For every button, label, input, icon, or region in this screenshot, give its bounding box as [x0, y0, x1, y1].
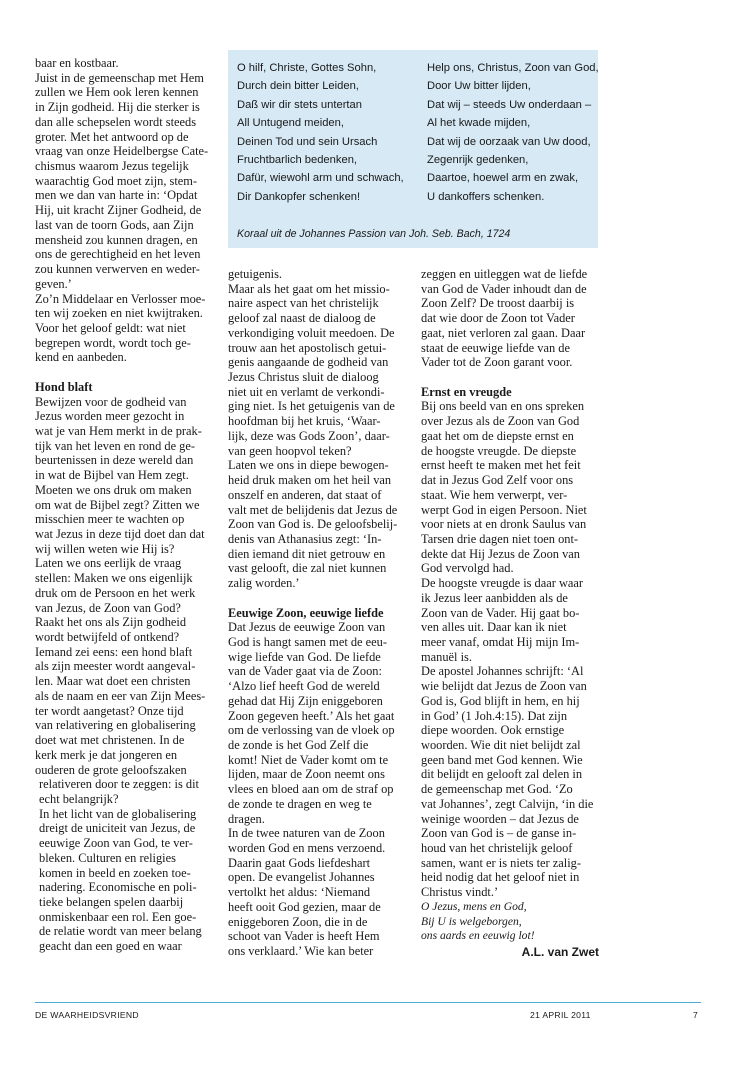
text-line: om de verlossing van de vloek op: [228, 723, 395, 738]
verse-line: Door Uw bitter lijden,: [427, 80, 531, 93]
verse-line: Dat wij – steeds Uw onderdaan –: [427, 98, 592, 111]
text-line: druk om de Persoon en het werk: [35, 585, 196, 600]
text-line: wat Jezus in deze tijd doet dan dat: [35, 527, 205, 541]
text-line: zeggen en uitleggen wat de liefde: [421, 267, 588, 281]
text-line: getuigenis.: [228, 267, 283, 281]
text-line: Iemand zei eens: een hond blaft: [35, 644, 193, 659]
text-line: vat Johannes’, zegt Calvijn, ‘in die: [421, 796, 594, 811]
page-number: 7: [693, 1010, 699, 1020]
text-line: de relatie wordt van meer belang: [39, 924, 202, 939]
text-line: In het licht van de globalisering: [39, 806, 197, 821]
text-line: van God de Vader inhoudt dan de: [421, 281, 587, 296]
text-line: ik Jezus leer aanbidden als de: [421, 590, 568, 605]
text-line: gehad dat Hij Zijn eniggeboren: [228, 693, 383, 708]
text-line: de zonde te dragen en weg te: [228, 796, 372, 811]
text-line: staat de eeuwige liefde van de: [421, 340, 570, 355]
text-line: baar en kostbaar.: [35, 56, 119, 70]
text-line: geacht dan een goed en waar: [39, 939, 182, 954]
text-line: De hoogste vreugde is daar waar: [421, 576, 584, 591]
text-line: wordt betwijfeld of ontkend?: [35, 630, 180, 645]
text-line: kerk merk je dat jongeren en: [35, 747, 178, 762]
footer-magazine-name: DE WAARHEIDSVRIEND: [35, 1010, 139, 1020]
text-line: Zoon van de Vader. Hij gaat bo-: [421, 605, 580, 620]
text-line: In de twee naturen van de Zoon: [228, 826, 385, 841]
article-column-left: [35, 56, 250, 954]
verse-line: Dat wij de oorzaak van Uw dood,: [427, 135, 591, 148]
text-line: tieke belangen spelen daarbij: [39, 894, 184, 909]
text-line: Christus vindt.’: [421, 885, 499, 900]
text-line: van relativering en globalisering: [35, 718, 196, 733]
verse-line: Fruchtbarlich bedenken,: [237, 153, 358, 166]
text-line: onmiskenbaar een rol. Een goe-: [39, 909, 197, 924]
verse-quote-line: O Jezus, mens en God,: [421, 899, 527, 913]
text-line: [35, 365, 250, 380]
text-line: Laten we ons eerlijk de vraag: [35, 556, 182, 571]
text-line: Zoon van God is. De geloofsbelij-: [228, 517, 398, 532]
text-line: als zijn meester wordt aangeval-: [35, 659, 196, 674]
text-line: De apostel Johannes schrijft: ‘Al: [421, 664, 584, 679]
text-line: schoot van Vader is heeft Hem: [228, 929, 380, 944]
verse-line: U dankoffers schenken.: [427, 190, 545, 203]
text-line: werpt God in eigen Persoon. Niet: [421, 502, 587, 517]
text-line: eeuwige Zoon van God, te ver-: [39, 836, 193, 851]
text-line: vraag van onze Heidelbergse Cate-: [35, 144, 209, 159]
text-line: [228, 591, 416, 606]
text-line: vlees en bloed aan om de straf op: [228, 782, 394, 797]
text-line: woorden. Wie dit niet belijdt zal: [421, 738, 581, 752]
text-line: Moeten we ons druk om maken: [35, 482, 192, 497]
text-line: onszelf en anderen, dat staat of: [228, 487, 382, 502]
text-line: staat. Wie hem verwerpt, ver-: [421, 487, 568, 502]
text-line: komen in beeld en zoeken toe-: [39, 865, 191, 880]
text-line: komt! Niet de Vader komt om te: [228, 752, 389, 767]
text-line: dit belijdt en gelooft zal delen in: [421, 767, 583, 782]
text-line: ons verklaard.’ Wie kan beter: [228, 944, 374, 959]
text-line: waarachtig God moet zijn, stem-: [35, 173, 198, 188]
text-line: echt belangrijk?: [39, 791, 119, 806]
text-line: manuël is.: [421, 649, 472, 664]
text-line: eniggeboren Zoon, die in de: [228, 914, 368, 929]
text-line: open. De evangelist Johannes: [228, 870, 375, 885]
text-line: dan alle schepselen wordt steeds: [35, 114, 197, 129]
text-line: over Jezus als de Zoon van God: [421, 414, 580, 429]
text-line: als de naam en eer van Zijn Mees-: [35, 688, 206, 703]
text-line: de zonde is het God Zelf die: [228, 738, 369, 752]
text-line: [421, 370, 599, 385]
text-line: in Zijn godheid. Hij die sterker is: [35, 100, 200, 115]
text-line: heid nodig dat het geloof niet in: [421, 870, 580, 885]
text-line: Daarin gaat Gods liefdeshart: [228, 855, 371, 870]
text-line: vast gelooft, die zal niet kunnen: [228, 561, 387, 576]
text-line: relativeren door te zeggen: is dit: [39, 777, 199, 792]
text-line: naire aspect van het christelijk: [228, 296, 379, 311]
text-line: stellen: Maken we ons eigenlijk: [35, 571, 193, 586]
verse-line: Daß wir dir stets untertan: [237, 98, 362, 111]
verse-line: Dafür, wiewohl arm und schwach,: [237, 172, 404, 185]
text-line: Laten we ons in diepe bewogen-: [228, 458, 389, 473]
text-line: groter. Met het antwoord op de: [35, 129, 189, 144]
text-line: Hij, uit kracht Zijner Godheid, de: [35, 203, 202, 218]
text-line: Zoon gegeven heeft.’ Als het gaat: [228, 708, 395, 723]
text-line: kend en aanbeden.: [35, 350, 127, 365]
text-line: de gemeenschap met God. ‘Zo: [421, 782, 573, 797]
verse-line: Durch dein bitter Leiden,: [237, 80, 359, 93]
text-line: trouw aan het apostolisch getui-: [228, 340, 387, 355]
text-line: ons de gerechtigheid en het leven: [35, 247, 201, 262]
article-column-right: [421, 267, 599, 960]
section-heading: Ernst en vreugde: [421, 384, 512, 399]
text-line: Maar als het gaat om het missio-: [228, 281, 390, 296]
text-line: wat je van Hem merkt in de prak-: [35, 423, 202, 438]
text-line: van Jezus, de Zoon van God?: [35, 600, 181, 615]
text-line: Zo’n Middelaar en Verlosser moe-: [35, 291, 206, 306]
text-line: Juist in de gemeenschap met Hem: [35, 70, 204, 85]
chorale-dutch: [427, 59, 599, 206]
text-line: Raakt het ons als Zijn godheid: [35, 615, 187, 630]
verse-line: All Untugend meiden,: [237, 117, 344, 130]
text-line: worden God en mens verzoend.: [228, 841, 386, 856]
section-heading: Eeuwige Zoon, eeuwige liefde: [228, 605, 384, 620]
text-line: Bewijzen voor de godheid van: [35, 394, 187, 409]
footer-rule: [35, 1002, 701, 1003]
text-line: tijk van het leven en rond de ge-: [35, 438, 195, 453]
text-line: bleken. Culturen en religies: [39, 850, 176, 865]
text-line: dreigt de uniciteit van Jezus, de: [39, 821, 196, 836]
text-line: dekte dat Hij Jezus de Zoon van: [421, 546, 580, 561]
text-line: geen band met God kennen. Wie: [421, 752, 583, 767]
text-line: wie belijdt dat Jezus de Zoon van: [421, 679, 587, 694]
text-line: chismus waarom Jezus tegelijk: [35, 159, 189, 174]
text-line: doet wat met christenen. In de: [35, 733, 185, 748]
text-line: genis aangaande de godheid van: [228, 355, 389, 370]
text-line: lijk, deze was Gods Zoon’, daar-: [228, 428, 390, 443]
text-line: de hoogste vreugde. De diepste: [421, 443, 577, 458]
text-line: zalig worden.’: [228, 576, 300, 591]
text-line: Jezus worden meer gezocht in: [35, 409, 185, 424]
text-line: denis van Athanasius zegt: ‘In-: [228, 531, 382, 546]
text-line: dat in Jezus God Zelf voor ons: [421, 473, 574, 488]
text-line: zullen we Hem ook leren kennen: [35, 85, 199, 100]
text-line: samen, want er is niets ter zalig-: [421, 855, 581, 870]
text-line: ‘Alzo lief heeft God de wereld: [228, 679, 380, 694]
text-line: dien iemand dit niet getrouw en: [228, 546, 386, 561]
text-line: Bij ons beeld van en ons spreken: [421, 399, 585, 414]
text-line: ven alles uit. Daar kan ik niet: [421, 620, 567, 635]
verse-line: Deinen Tod und sein Ursach: [237, 135, 378, 148]
footer-date: 21 APRIL 2011: [530, 1010, 591, 1020]
text-line: God is, God blijft in hem, en hij: [421, 693, 580, 708]
text-line: om wat de Bijbel zegt? Zitten we: [35, 497, 200, 512]
text-line: dat wie door de Zoon tot Vader: [421, 311, 575, 326]
verse-line: Help ons, Christus, Zoon van God,: [427, 62, 599, 74]
author-name: A.L. van Zwet: [521, 945, 599, 960]
text-line: God is hangt samen met de eeu-: [228, 634, 387, 649]
text-line: in God’ (1 Joh.4:15). Dat zijn: [421, 708, 568, 723]
text-line: voor niets at en dronk Saulus van: [421, 517, 587, 532]
section-heading: Hond blaft: [35, 379, 93, 394]
text-line: Jezus Christus sluit de dialoog: [228, 370, 379, 385]
verse-line: Al het kwade mijden,: [427, 117, 531, 130]
text-line: van geen hoopvol teken?: [228, 443, 352, 458]
text-line: nadering. Economische en poli-: [39, 880, 197, 895]
text-line: Voor het geloof geldt: wat niet: [35, 320, 186, 335]
text-line: heeft ooit God gezien, maar de: [228, 899, 381, 914]
verse-line: O hilf, Christe, Gottes Sohn,: [237, 62, 377, 74]
text-line: ouderen de grote geloofszaken: [35, 762, 187, 777]
text-line: gaat, niet verloren zal gaan. Daar: [421, 325, 586, 340]
verse-line: Zegenrijk gedenken,: [427, 153, 529, 166]
text-line: weinige woorden – dat Jezus de: [421, 811, 579, 826]
text-line: lijden, maar de Zoon neemt ons: [228, 767, 385, 782]
text-line: Dat Jezus de eeuwige Zoon van: [228, 620, 386, 635]
text-line: Tarsen drie dagen niet toen ont-: [421, 531, 579, 546]
text-line: misschien meer te wachten op: [35, 512, 185, 527]
chorale-caption: Koraal uit de Johannes Passion van Joh. Seb. Bach, 1724: [237, 228, 511, 240]
verse-quote-line: Bij U is welgeborgen,: [421, 914, 522, 928]
text-line: ging niet. Is het getuigenis van de: [228, 399, 395, 414]
text-line: len. Maar wat doet een christen: [35, 674, 191, 689]
text-line: vertolkt het aldus: ‘Niemand: [228, 885, 371, 900]
text-line: niet uit en verlamt de verkondi-: [228, 384, 385, 399]
text-line: last van de toorn Gods, aan Zijn: [35, 217, 194, 232]
text-line: hoofdman bij het kruis, ‘Waar-: [228, 414, 381, 429]
text-line: heid druk maken om het heil van: [228, 473, 392, 488]
text-line: geloof zal naast de dialoog de: [228, 311, 376, 326]
text-line: verkondiging voluit meedoen. De: [228, 325, 395, 340]
text-line: van de Vader gaat via de Zoon:: [228, 664, 382, 679]
text-line: ernst heeft te maken met het feit: [421, 458, 581, 473]
text-line: ten wij zoeken en niet kwijtraken.: [35, 306, 203, 321]
chorale-german: [237, 59, 404, 206]
text-line: diepe woorden. Ook ernstige: [421, 723, 565, 738]
verse-line: Daartoe, hoewel arm en zwak,: [427, 172, 579, 185]
verse-quote-line: ons aards en eeuwig lot!: [421, 929, 535, 943]
text-line: Vader tot de Zoon garant voor.: [421, 355, 573, 370]
text-line: zou kunnen verwerven en weder-: [35, 262, 200, 277]
text-line: God vervolgd had.: [421, 561, 514, 576]
text-line: beurtenissen in deze wereld dan: [35, 453, 194, 468]
text-line: geven.’: [35, 276, 72, 291]
verse-line: Dir Dankopfer schenken!: [237, 190, 361, 203]
text-line: Zoon van God is – de ganse in-: [421, 826, 577, 841]
text-line: ter wordt aangetast? Onze tijd: [35, 703, 184, 718]
text-line: mensheid zou kunnen dragen, en: [35, 232, 198, 247]
text-line: Zoon Zelf? De troost daarbij is: [421, 296, 575, 311]
text-line: houd van het christelijk geloof: [421, 841, 573, 856]
text-line: in wat de Bijbel van Hem zegt.: [35, 468, 189, 483]
article-column-middle: [228, 267, 416, 959]
text-line: wij willen weten wie Hij is?: [35, 541, 175, 556]
text-line: begrepen wordt, wordt toch ge-: [35, 335, 191, 350]
text-line: dragen.: [228, 811, 265, 826]
text-line: valt met de belijdenis dat Jezus de: [228, 502, 398, 517]
text-line: meer vanaf, omdat Hij mijn Im-: [421, 634, 580, 649]
text-line: men we dan van harte in: ‘Opdat: [35, 188, 198, 203]
text-line: wige liefde van God. De liefde: [228, 649, 381, 664]
chorale-box: [228, 50, 598, 248]
text-line: gaat het om de diepste ernst en: [421, 428, 574, 443]
